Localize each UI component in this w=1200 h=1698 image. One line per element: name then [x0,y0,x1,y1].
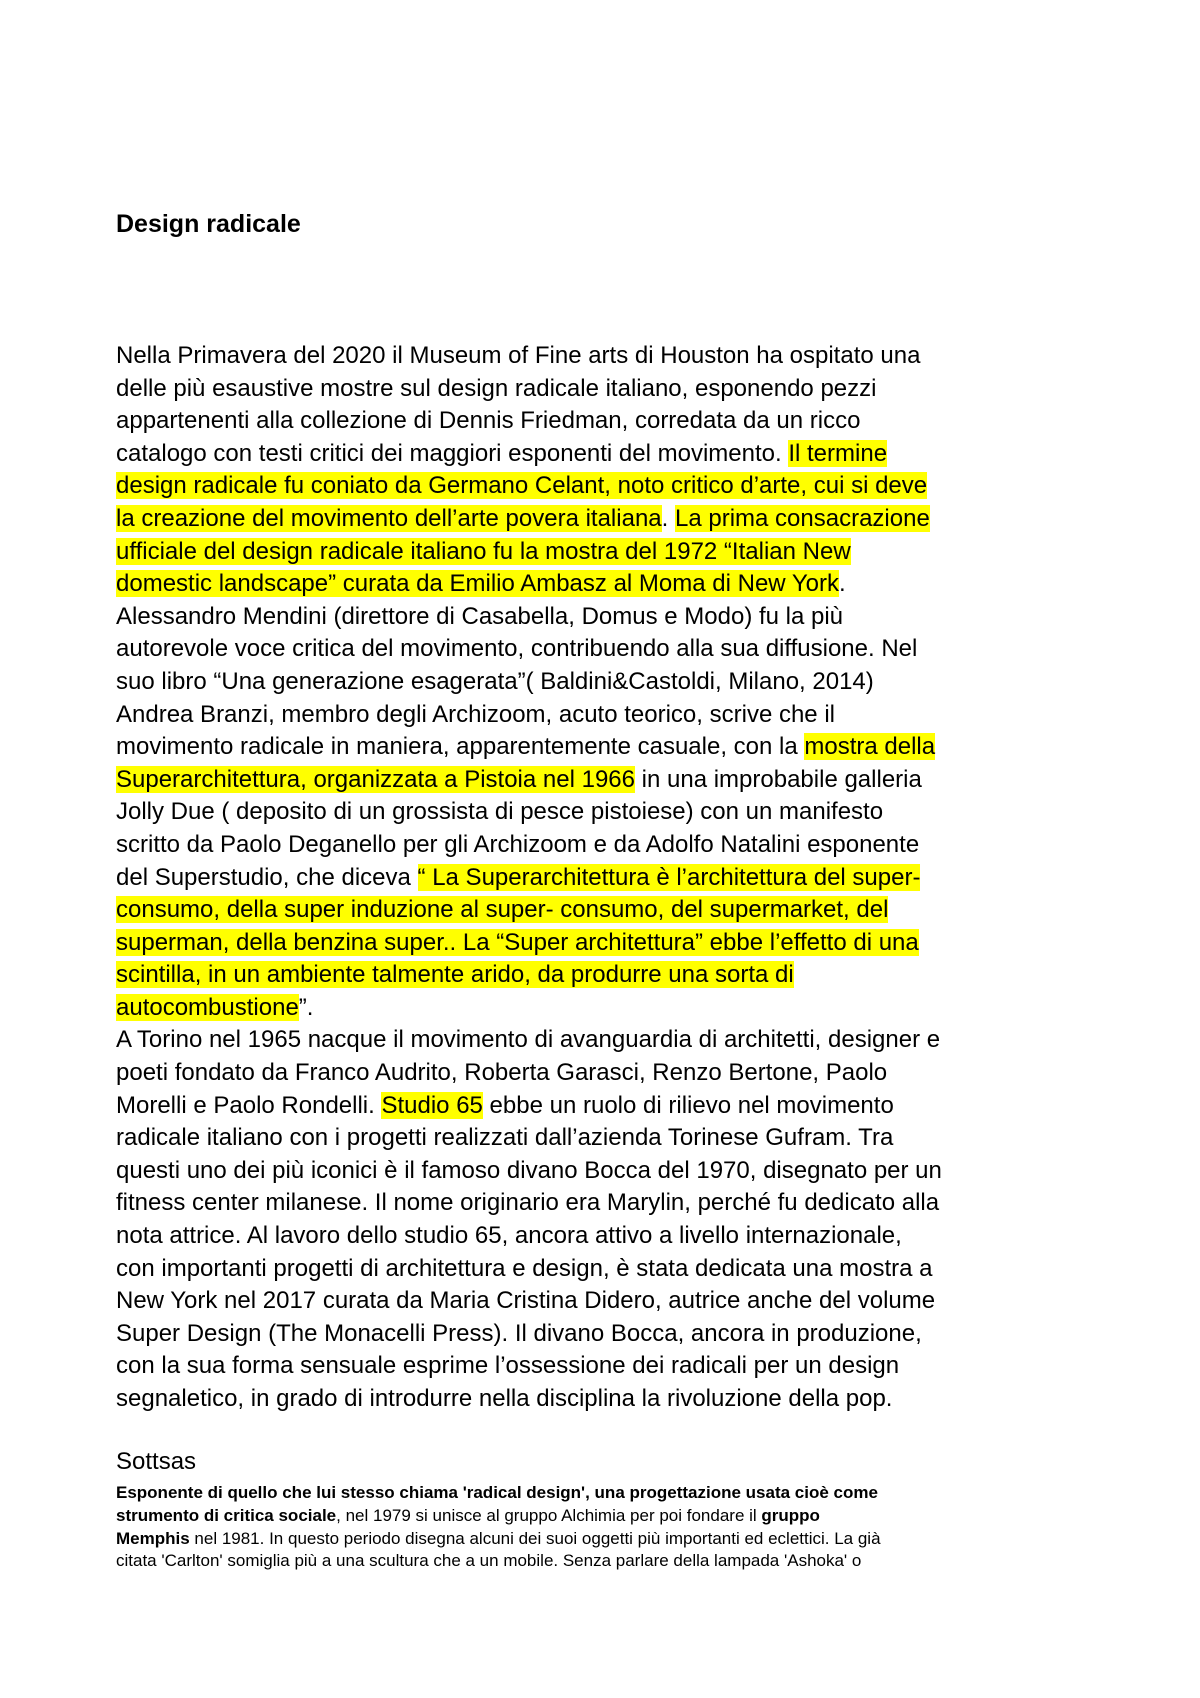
text-run: Andrea Branzi, membro degli Archizoom, acuto teorico, scrive che il [116,700,835,728]
text-run: poeti fondato da Franco Audrito, Roberta Garasci, Renzo Bertone, Paolo [116,1059,888,1087]
text-run: New York nel 2017 curata da Maria Cristina Didero, autrice anche del volume [116,1287,936,1315]
text-run: questi uno dei più iconici è il famoso divano Bocca del 1970, disegnato per un [116,1156,942,1184]
text-run: nel 1981. In questo periodo disegna alcuni dei suoi oggetti più importanti ed eclettici. La già [189,1528,881,1548]
text-line [116,1220,1106,1253]
text-line [116,601,1106,634]
text-line [116,894,1106,927]
text-line [116,633,1106,666]
text-line [116,503,1106,536]
text-line [116,1187,1106,1220]
highlighted-text: superman, della benzina super.. La “Super architettura” ebbe l’effetto di una [116,928,919,956]
text-run: nota attrice. Al lavoro dello studio 65, ancora attivo a livello internazionale, [116,1222,902,1250]
document-title: Design radicale [116,210,301,238]
text-line [116,1528,1106,1551]
main-paragraph [116,340,1106,1416]
text-line [116,1505,1106,1528]
highlighted-text: autocombustione [116,993,299,1021]
bold-text: gruppo [761,1505,820,1525]
text-line [116,470,1106,503]
text-line [116,1057,1106,1090]
text-line [116,699,1106,732]
text-run: ebbe un ruolo di rilievo nel movimento [482,1091,894,1119]
text-line [116,1253,1106,1286]
text-line [116,373,1106,406]
text-run: . [661,504,675,532]
highlighted-text: mostra della [804,733,936,761]
text-run: fitness center milanese. Il nome originario era Marylin, perché fu dedicato alla [116,1189,940,1217]
text-run: appartenenti alla collezione di Dennis Friedman, corredata da un ricco [116,407,861,435]
highlighted-text: domestic landscape” curata da Emilio Ambasz al Moma di New York [116,570,839,598]
text-run: del Superstudio, che diceva [116,863,418,891]
highlighted-text: consumo, della super induzione al super- consumo, del supermarket, del [116,896,889,924]
highlighted-text: La prima consacrazione [674,504,930,532]
text-line [116,731,1106,764]
text-line [116,1482,1106,1505]
text-line [116,568,1106,601]
highlighted-text: la creazione del movimento dell’arte povera italiana [116,504,662,532]
text-line [116,1024,1106,1057]
text-run: segnaletico, in grado di introdurre nella disciplina la rivoluzione della pop. [116,1385,893,1412]
section-heading-sottsas: Sottsas [116,1448,197,1475]
text-line [116,340,1106,373]
text-run: in una improbabile galleria [635,765,922,793]
text-run: ”. [298,993,314,1021]
text-line [116,829,1106,862]
text-line [116,927,1106,960]
text-run: Morelli e Paolo Rondelli. [116,1091,382,1119]
text-run: con importanti progetti di architettura e design, è stata dedicata una mostra a [116,1254,933,1282]
text-run: autorevole voce critica del movimento, contribuendo alla sua diffusione. Nel [116,635,918,663]
highlighted-text: scintilla, in un ambiente talmente arido, da produrre una sorta di [116,961,794,989]
text-line [116,666,1106,699]
text-line [116,1155,1106,1188]
text-line [116,438,1106,471]
text-line [116,1122,1106,1155]
bold-text: Esponente di quello che lui stesso chiama 'radical design', una progettazione usata cioè come [116,1483,878,1502]
text-run: A Torino nel 1965 nacque il movimento di avanguardia di architetti, designer e [116,1026,941,1054]
text-line [116,862,1106,895]
text-line [116,1550,1106,1573]
highlighted-text: design radicale fu coniato da Germano Celant, noto critico d’arte, cui si deve [116,472,928,500]
highlighted-text: Superarchitettura, organizzata a Pistoia nel 1966 [116,765,635,793]
text-run: Jolly Due ( deposito di un grossista di pesce pistoiese) con un manifesto [116,798,884,826]
text-line [116,405,1106,438]
text-run: catalogo con testi critici dei maggiori esponenti del movimento. [116,439,789,467]
highlighted-text: “ La Superarchitettura è l’architettura del super- [417,863,921,891]
highlighted-text: ufficiale del design radicale italiano fu la mostra del 1972 “Italian New [116,537,851,565]
text-run: . [839,570,846,598]
text-line [116,764,1106,797]
text-line [116,1350,1106,1383]
text-run: Nella Primavera del 2020 il Museum of Fine arts di Houston ha ospitato una [116,342,921,369]
text-line [116,992,1106,1025]
text-run: suo libro “Una generazione esagerata”( Baldini&Castoldi, Milano, 2014) [116,667,874,695]
highlighted-text: Il termine [788,439,888,467]
text-line [116,536,1106,569]
text-line [116,959,1106,992]
text-run: , nel 1979 si unisce al gruppo Alchimia per poi fondare il [336,1505,762,1525]
text-line [116,796,1106,829]
text-run: Super Design (The Monacelli Press). Il divano Bocca, ancora in produzione, [116,1319,922,1347]
text-line [116,1318,1106,1351]
text-run: movimento radicale in maniera, apparentemente casuale, con la [116,733,805,761]
text-run: delle più esaustive mostre sul design radicale italiano, esponendo pezzi [116,374,877,402]
bold-text: Memphis [116,1528,190,1548]
text-run: scritto da Paolo Deganello per gli Archizoom e da Adolfo Natalini esponente [116,830,920,858]
text-line [116,1383,1106,1416]
text-run: con la sua forma sensuale esprime l’ossessione dei radicali per un design [116,1352,900,1380]
text-line [116,1090,1106,1123]
text-run: radicale italiano con i progetti realizzati dall’azienda Torinese Gufram. Tra [116,1124,894,1152]
text-line [116,1285,1106,1318]
highlighted-text: Studio 65 [381,1091,483,1119]
bold-text: strumento di critica sociale [116,1505,337,1525]
text-run: Alessandro Mendini (direttore di Casabella, Domus e Modo) fu la più [116,602,844,630]
sottsas-paragraph [116,1482,1106,1573]
text-run: citata 'Carlton' somiglia più a una scultura che a un mobile. Senza parlare della lampada 'Ashoka' o [116,1551,862,1571]
